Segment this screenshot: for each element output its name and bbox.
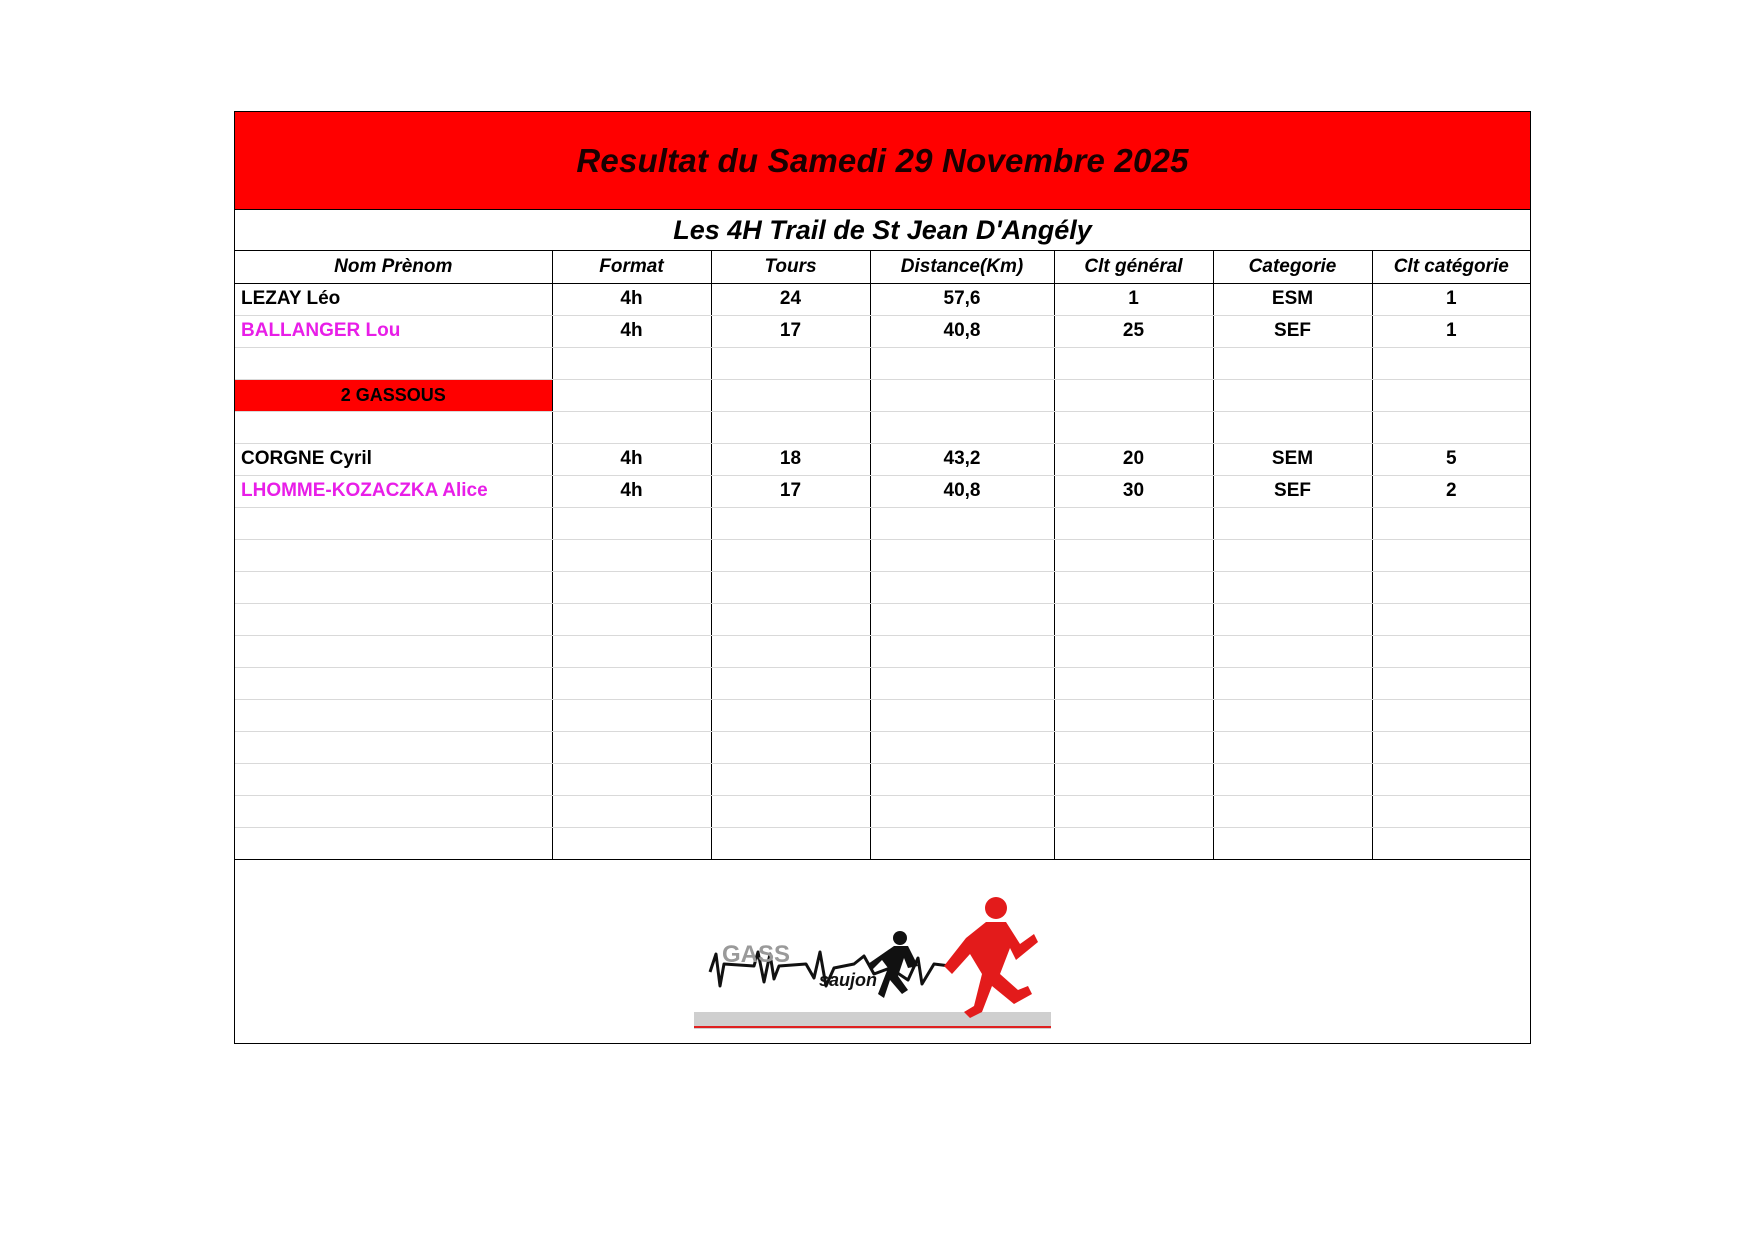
- cell-format: [552, 379, 711, 411]
- header-categorie: Categorie: [1213, 251, 1372, 283]
- cell-name: [235, 411, 552, 443]
- cell-format: 4h: [552, 315, 711, 347]
- table-row: [235, 443, 1530, 475]
- cell-format: [552, 411, 711, 443]
- cell-format: [552, 827, 711, 859]
- cell-name: BALLANGER Lou: [235, 315, 552, 347]
- cell-name: [235, 795, 552, 827]
- cell-tours: [711, 507, 870, 539]
- cell-format: [552, 731, 711, 763]
- cell-tours: [711, 795, 870, 827]
- results-body: [235, 283, 1530, 859]
- cell-distance: [870, 763, 1054, 795]
- empty-row: [235, 603, 1530, 635]
- cell-clt-general: [1054, 827, 1213, 859]
- cell-categorie: [1213, 731, 1372, 763]
- cell-name: [235, 635, 552, 667]
- header-clt-categorie: Clt catégorie: [1372, 251, 1530, 283]
- cell-name: [235, 539, 552, 571]
- cell-clt-general: [1054, 347, 1213, 379]
- cell-categorie: [1213, 763, 1372, 795]
- cell-clt-general: [1054, 603, 1213, 635]
- cell-clt-categorie: [1372, 507, 1530, 539]
- cell-name: [235, 667, 552, 699]
- cell-categorie: [1213, 539, 1372, 571]
- cell-format: [552, 635, 711, 667]
- cell-name: [235, 699, 552, 731]
- cell-format: [552, 539, 711, 571]
- cell-categorie: [1213, 603, 1372, 635]
- cell-clt-general: 30: [1054, 475, 1213, 507]
- empty-row: [235, 667, 1530, 699]
- cell-format: 4h: [552, 443, 711, 475]
- cell-tours: [711, 603, 870, 635]
- cell-name: [235, 571, 552, 603]
- cell-clt-categorie: [1372, 635, 1530, 667]
- empty-row: [235, 699, 1530, 731]
- table-row: [235, 283, 1530, 315]
- cell-format: [552, 603, 711, 635]
- empty-row: [235, 507, 1530, 539]
- cell-tours: [711, 411, 870, 443]
- empty-row: [235, 731, 1530, 763]
- cell-clt-categorie: [1372, 795, 1530, 827]
- cell-categorie: [1213, 827, 1372, 859]
- table-row: [235, 315, 1530, 347]
- cell-categorie: ESM: [1213, 283, 1372, 315]
- gass-saujon-logo: [694, 894, 1051, 1029]
- cell-clt-general: [1054, 667, 1213, 699]
- cell-clt-general: [1054, 379, 1213, 411]
- cell-distance: [870, 347, 1054, 379]
- table-row: [235, 475, 1530, 507]
- cell-tours: [711, 379, 870, 411]
- header-tours: Tours: [711, 251, 870, 283]
- empty-row: [235, 571, 1530, 603]
- cell-clt-general: [1054, 699, 1213, 731]
- cell-format: 4h: [552, 283, 711, 315]
- cell-distance: [870, 379, 1054, 411]
- cell-categorie: [1213, 571, 1372, 603]
- cell-distance: [870, 731, 1054, 763]
- cell-distance: [870, 539, 1054, 571]
- cell-clt-general: 25: [1054, 315, 1213, 347]
- cell-tours: [711, 699, 870, 731]
- cell-name: [235, 507, 552, 539]
- cell-clt-categorie: 2: [1372, 475, 1530, 507]
- cell-name: [235, 347, 552, 379]
- cell-distance: 43,2: [870, 443, 1054, 475]
- cell-categorie: [1213, 379, 1372, 411]
- cell-categorie: [1213, 411, 1372, 443]
- cell-clt-general: [1054, 411, 1213, 443]
- cell-clt-categorie: [1372, 827, 1530, 859]
- cell-categorie: SEF: [1213, 475, 1372, 507]
- cell-clt-categorie: [1372, 763, 1530, 795]
- cell-distance: [870, 795, 1054, 827]
- cell-format: [552, 571, 711, 603]
- cell-clt-general: [1054, 795, 1213, 827]
- cell-format: [552, 667, 711, 699]
- subtitle-band: [235, 210, 1530, 251]
- cell-tours: 24: [711, 283, 870, 315]
- cell-categorie: [1213, 795, 1372, 827]
- header-format: Format: [552, 251, 711, 283]
- cell-categorie: [1213, 667, 1372, 699]
- cell-tours: [711, 635, 870, 667]
- cell-name: LHOMME-KOZACZKA Alice: [235, 475, 552, 507]
- cell-clt-general: [1054, 763, 1213, 795]
- cell-categorie: SEM: [1213, 443, 1372, 475]
- header-clt-general: Clt général: [1054, 251, 1213, 283]
- logo-text-saujon: saujon: [819, 970, 878, 990]
- results-sheet: [234, 111, 1531, 1044]
- cell-format: 4h: [552, 475, 711, 507]
- cell-clt-categorie: [1372, 379, 1530, 411]
- cell-clt-categorie: [1372, 539, 1530, 571]
- cell-clt-categorie: [1372, 347, 1530, 379]
- empty-row: [235, 347, 1530, 379]
- empty-row: [235, 795, 1530, 827]
- cell-clt-categorie: [1372, 699, 1530, 731]
- cell-categorie: [1213, 347, 1372, 379]
- cell-categorie: [1213, 507, 1372, 539]
- cell-name: LEZAY Léo: [235, 283, 552, 315]
- cell-format: [552, 507, 711, 539]
- table-header-row: [235, 251, 1530, 283]
- cell-clt-categorie: [1372, 603, 1530, 635]
- cell-distance: [870, 667, 1054, 699]
- red-runner-icon: [944, 897, 1038, 1018]
- cell-clt-general: [1054, 507, 1213, 539]
- empty-row: [235, 539, 1530, 571]
- cell-distance: [870, 411, 1054, 443]
- team-label: 2 GASSOUS: [235, 379, 552, 411]
- cell-format: [552, 795, 711, 827]
- cell-clt-categorie: [1372, 571, 1530, 603]
- cell-clt-general: [1054, 539, 1213, 571]
- team-row: [235, 379, 1530, 411]
- event-subtitle: Les 4H Trail de St Jean D'Angély: [673, 214, 1092, 245]
- cell-distance: 57,6: [870, 283, 1054, 315]
- empty-row: [235, 411, 1530, 443]
- cell-tours: [711, 571, 870, 603]
- cell-categorie: [1213, 699, 1372, 731]
- cell-distance: [870, 827, 1054, 859]
- results-table: [235, 251, 1530, 860]
- header-distance: Distance(Km): [870, 251, 1054, 283]
- empty-row: [235, 763, 1530, 795]
- cell-clt-categorie: [1372, 411, 1530, 443]
- title-band: [235, 112, 1530, 210]
- cell-tours: [711, 347, 870, 379]
- cell-clt-general: [1054, 571, 1213, 603]
- cell-format: [552, 347, 711, 379]
- cell-distance: [870, 603, 1054, 635]
- empty-row: [235, 827, 1530, 859]
- cell-tours: 18: [711, 443, 870, 475]
- cell-clt-general: 1: [1054, 283, 1213, 315]
- cell-clt-categorie: 1: [1372, 315, 1530, 347]
- cell-clt-categorie: 5: [1372, 443, 1530, 475]
- cell-tours: [711, 731, 870, 763]
- cell-distance: 40,8: [870, 475, 1054, 507]
- cell-name: [235, 603, 552, 635]
- cell-name: [235, 827, 552, 859]
- cell-name: [235, 731, 552, 763]
- cell-clt-categorie: [1372, 667, 1530, 699]
- empty-row: [235, 635, 1530, 667]
- cell-clt-general: 20: [1054, 443, 1213, 475]
- cell-distance: 40,8: [870, 315, 1054, 347]
- cell-format: [552, 699, 711, 731]
- cell-tours: 17: [711, 315, 870, 347]
- cell-distance: [870, 571, 1054, 603]
- cell-format: [552, 763, 711, 795]
- cell-clt-general: [1054, 635, 1213, 667]
- cell-tours: [711, 763, 870, 795]
- logo-text-gass: GASS: [722, 941, 791, 968]
- page-title: Resultat du Samedi 29 Novembre 2025: [576, 141, 1189, 179]
- cell-clt-categorie: [1372, 731, 1530, 763]
- cell-tours: 17: [711, 475, 870, 507]
- logo-area: [235, 878, 1530, 1043]
- cell-distance: [870, 635, 1054, 667]
- cell-tours: [711, 539, 870, 571]
- cell-clt-categorie: 1: [1372, 283, 1530, 315]
- cell-categorie: SEF: [1213, 315, 1372, 347]
- cell-categorie: [1213, 635, 1372, 667]
- cell-tours: [711, 667, 870, 699]
- cell-name: CORGNE Cyril: [235, 443, 552, 475]
- header-nom-prenom: Nom Prènom: [235, 251, 552, 283]
- cell-distance: [870, 507, 1054, 539]
- cell-clt-general: [1054, 731, 1213, 763]
- cell-name: [235, 763, 552, 795]
- cell-distance: [870, 699, 1054, 731]
- cell-tours: [711, 827, 870, 859]
